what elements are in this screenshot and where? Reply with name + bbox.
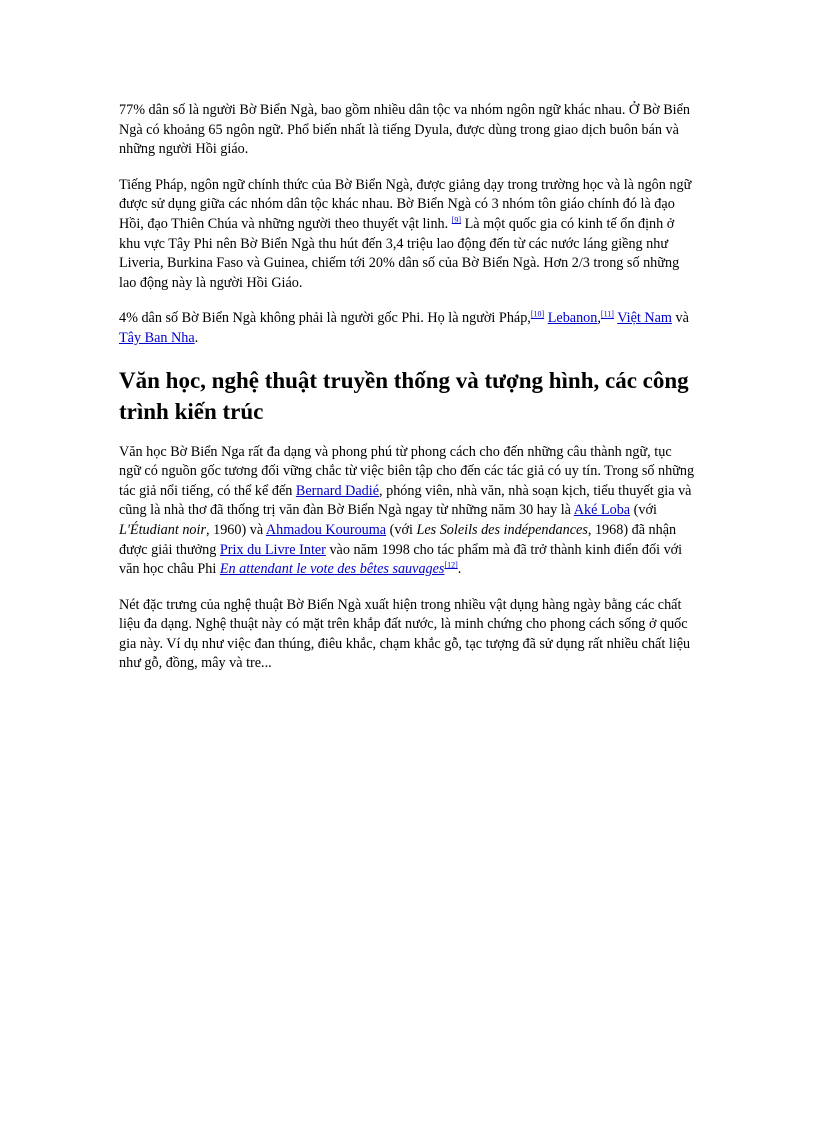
paragraph-literature: Văn học Bờ Biển Nga rất đa dạng và phong phú từ phong cách cho đến những câu thành ngữ, tục ngữ có nguồn gốc tương đối vững chắc từ việc biên tập cho đến các tác giả có uy tín. Trong số những tác giả nổi tiếng, có thể kể đến Bernard Dadié, phóng viên, nhà văn, nhà soạn kịch, tiểu thuyết gia và cũng là nhà thơ đã thống trị văn đàn Bờ Biển Ngà ngay từ những năm 30 hay là Aké Loba (với L'Étudiant noir, 1960) và Ahmadou Kourouma (với Les Soleils des indépendances, 1968) đã nhận được giải thưởng Prix du Livre Inter vào năm 1998 cho tác phẩm mà đã trở thành kinh điển đối với văn học châu Phi En attendant le vote des bêtes sauvages[12]. [119, 443, 695, 578]
link-tay-ban-nha[interactable]: Tây Ban Nha [119, 329, 195, 346]
paragraph-language-religion: Tiếng Pháp, ngôn ngữ chính thức của Bờ Biển Ngà, được giảng dạy trong trường học và là ngôn ngữ được sử dụng giữa các nhóm dân tộc khác nhau. Bờ Biển Ngà có 3 nhóm tôn giáo chính đó là đạo Hồi, đạo Thiên Chúa và những người theo thuyết vật linh. [9] Là một quốc gia có kinh tế ổn định ở khu vực Tây Phi nên Bờ Biển Ngà thu hút đến 3,4 triệu lao động đến từ các nước láng giềng như Liveria, Burkina Faso và Guinea, chiếm tới 20% dân số của Bờ Biển Ngà. Hơn 2/3 trong số những lao động này là người Hồi Giáo. [119, 176, 692, 291]
paragraph-population: 77% dân số là người Bờ Biển Ngà, bao gồm nhiều dân tộc va nhóm ngôn ngữ khác nhau. Ở Bờ Biển Ngà có khoảng 65 ngôn ngữ. Phổ biến nhất là tiếng Dyula, được dùng trong giao dịch buôn bán và những người Hồi giáo. [119, 102, 691, 158]
footnote-ref-10[interactable]: [10] [530, 309, 545, 319]
title-etudiant-noir: L'Étudiant noir [119, 521, 206, 538]
document-body [119, 101, 695, 690]
link-ake-loba[interactable]: Aké Loba [573, 502, 631, 519]
link-viet-nam[interactable]: Việt Nam [617, 310, 672, 327]
link-lebanon[interactable]: Lebanon [547, 310, 598, 327]
footnote-ref-12[interactable]: [12] [444, 560, 458, 570]
link-bernard-dadie[interactable]: Bernard Dadié [295, 482, 380, 499]
footnote-ref-9[interactable]: [9] [451, 215, 462, 225]
title-soleils-independances: Les Soleils des indépendances [416, 521, 588, 538]
section-heading: Văn học, nghệ thuật truyền thống và tượng hình, các công trình kiến trúc [119, 367, 689, 424]
paragraph-non-african: 4% dân số Bờ Biển Ngà không phải là người gốc Phi. Họ là người Pháp,[10] Lebanon,[11] Việt Nam và Tây Ban Nha. [119, 309, 689, 346]
paragraph-art: Nét đặc trưng của nghệ thuật Bờ Biển Ngà xuất hiện trong nhiều vật dụng hàng ngày bằng các chất liệu đa dạng. Nghệ thuật này có mặt trên khắp đất nước, là minh chứng cho phong cách sống ở quốc gia này. Ví dụ như việc đan thúng, điêu khắc, chạm khắc gỗ, tạc tượng đã sử dụng rất nhiều chất liệu như gỗ, đồng, mây và tre... [119, 596, 691, 672]
link-prix-du-livre-inter[interactable]: Prix du Livre Inter [219, 541, 326, 558]
link-en-attendant[interactable]: En attendant le vote des bêtes sauvages [219, 561, 445, 578]
link-ahmadou-kourouma[interactable]: Ahmadou Kourouma [265, 521, 387, 538]
footnote-ref-11[interactable]: [11] [600, 309, 614, 319]
